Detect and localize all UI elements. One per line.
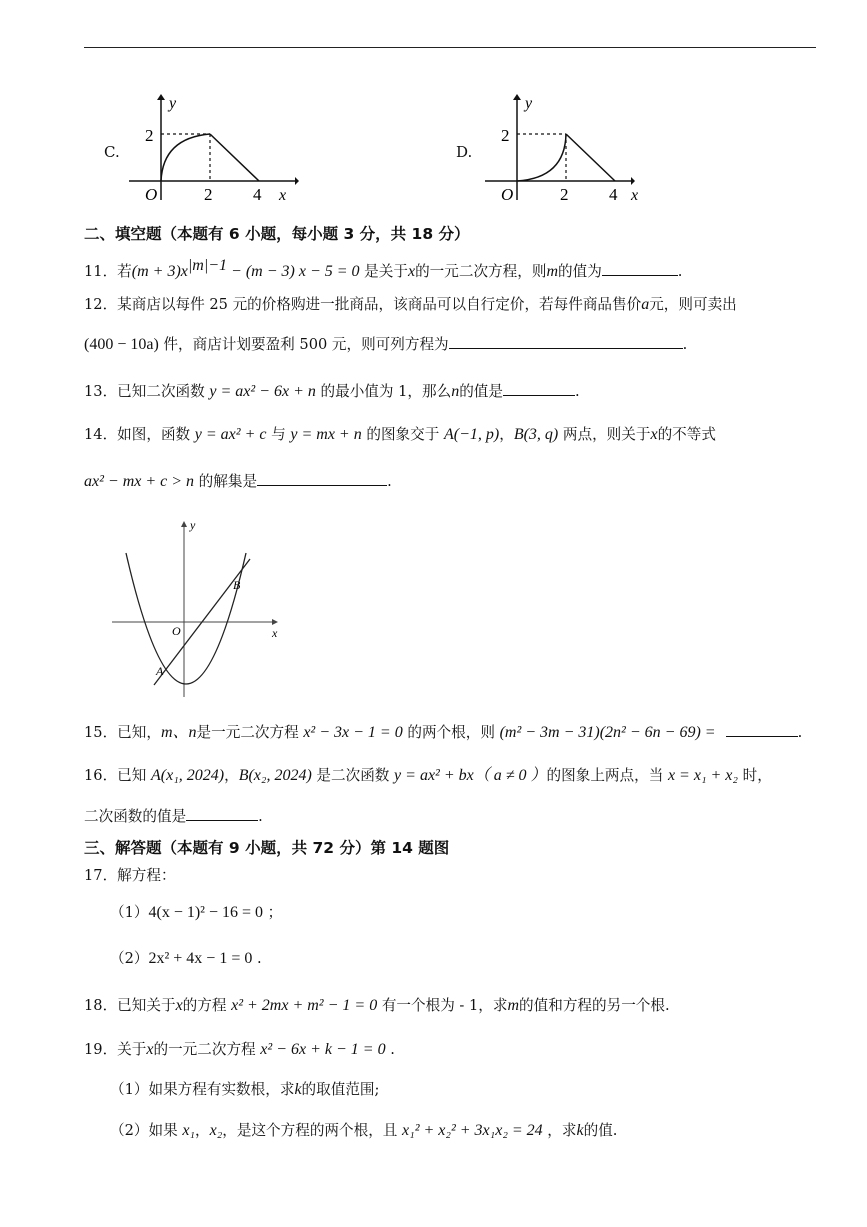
question-11	[84, 256, 682, 282]
q18-text-mid: 的方程	[182, 997, 232, 1014]
q14-func-2: y = mx + n	[290, 426, 362, 443]
q16-sep: ，	[224, 767, 239, 784]
q14-figure	[108, 515, 294, 701]
q19-p2-text-pre: 如果	[148, 1122, 183, 1139]
section-fill-heading: 二、填空题（本题有 6 小题，每小题 3 分，共 18 分）	[84, 225, 470, 243]
q14-text-ineq-post: 的解集是	[194, 473, 258, 490]
q19-p2-text-mid2: ，求	[542, 1122, 577, 1139]
q11-eq-a: (m + 3)x	[131, 262, 188, 280]
question-13	[84, 381, 580, 402]
tick-4-x: 4	[253, 185, 262, 204]
q14-func-1: y = ax² + c	[194, 426, 267, 443]
q12-var-a: a	[641, 296, 650, 313]
q11-text-mid: 是关于	[359, 262, 408, 280]
tick-2-y: 2	[145, 126, 154, 145]
q12-expr: (400 − 10a)	[84, 336, 159, 353]
origin-label: O	[172, 624, 181, 638]
q14-text-mid3: 两点，则关于	[558, 426, 651, 443]
q13-end: .	[575, 383, 580, 400]
q16-number: 16．	[84, 767, 118, 784]
q19-var-x: x	[146, 1041, 154, 1058]
q18-text-pre: 已知关于	[117, 997, 176, 1014]
curve-segment	[517, 134, 566, 181]
q12-text-2: 件，商店计划要盈利 500 元，则可列方程为	[158, 336, 449, 353]
q18-number: 18．	[84, 997, 118, 1014]
q11-text-pre: 若	[117, 262, 132, 280]
q18-text-post: 的值和方程的另一个根.	[519, 997, 670, 1014]
q11-text-mid2: 的一元二次方程，则	[415, 262, 547, 280]
q14-sep: ，	[499, 426, 514, 443]
q13-text-mid: 的最小值为 1，那么	[315, 383, 452, 400]
q13-func: y = ax² − 6x + n	[209, 383, 316, 400]
q11-end: .	[677, 262, 683, 280]
option-c-graph	[125, 92, 300, 210]
line-segment	[210, 134, 259, 181]
x-label: x	[631, 187, 639, 204]
q19-p1-var-k: k	[294, 1081, 302, 1098]
q15-answer-blank[interactable]	[726, 722, 798, 737]
q16-condition: （ a ≠ 0 ）	[473, 767, 547, 784]
q18-var-x: x	[175, 997, 183, 1014]
q19-p2-x2: x₂	[209, 1122, 223, 1139]
q19-text-mid: 的一元二次方程	[153, 1041, 261, 1058]
q15-equation: x² − 3x − 1 = 0	[303, 724, 403, 741]
section-solve-heading: 三、解答题（本题有 9 小题，共 72 分）第 14 题图	[84, 839, 450, 857]
tick-2-x: 2	[204, 185, 213, 204]
q17-p2-equation: 2x² + 4x − 1 = 0	[148, 950, 253, 967]
q14-text-pre: 如图，函数	[117, 426, 195, 443]
q17-p2-label: （2）	[110, 950, 149, 967]
q19-p2-text-post: 的值.	[583, 1122, 618, 1139]
q17-p2-end: .	[252, 950, 262, 967]
q13-text-pre: 已知二次函数	[117, 383, 210, 400]
q17-text: 解方程：	[117, 867, 176, 884]
q11-var-x: x	[407, 262, 416, 280]
header-rule	[84, 47, 816, 48]
tick-2-y: 2	[501, 126, 510, 145]
q19-p1-text-pre: 如果方程有实数根，求	[148, 1081, 295, 1098]
q18-text-mid2: 有一个根为 - 1，求	[377, 997, 508, 1014]
q11-eq-b: − (m − 3) x − 5 = 0	[227, 262, 360, 280]
question-14-line2	[84, 471, 392, 492]
q19-p2-label: （2）	[110, 1122, 149, 1139]
q14-text-mid2: 的图象交于	[361, 426, 444, 443]
y-label: y	[525, 95, 533, 112]
q12-answer-blank[interactable]	[449, 334, 683, 349]
q19-p1-text-post: 的取值范围;	[301, 1081, 380, 1098]
q13-text-post: 的值是	[459, 383, 503, 400]
q16-answer-blank[interactable]	[186, 806, 258, 821]
question-16-line1	[84, 766, 772, 786]
x-axis-arrow	[272, 619, 278, 625]
q16-text-pre: 已知	[117, 767, 151, 784]
q15-text-mid2: 的两个根，则	[402, 724, 500, 741]
line-segment	[566, 134, 615, 181]
q15-expression: (m² − 3m − 31)(2n² − 6n − 69) =	[499, 724, 716, 741]
option-d-graph	[481, 92, 656, 210]
q16-text-mid: 是二次函数	[311, 767, 395, 784]
q17-p1-label: （1）	[110, 904, 149, 921]
q14-text-mid1: 与	[266, 426, 291, 443]
tick-4-x: 4	[609, 185, 618, 204]
question-18	[84, 996, 670, 1016]
option-c-label: C.	[104, 143, 120, 161]
q19-number: 19．	[84, 1041, 118, 1058]
q19-p2-var-k: k	[576, 1122, 584, 1139]
q14-inequality: ax² − mx + c > n	[84, 473, 195, 490]
q15-end: .	[797, 724, 803, 741]
q11-var-m: m	[546, 262, 558, 280]
q14-number: 14．	[84, 426, 118, 443]
point-b-label: B	[233, 578, 241, 592]
q14-answer-blank[interactable]	[257, 471, 387, 486]
q11-text-post: 的值为	[558, 262, 602, 280]
q17-number: 17．	[84, 867, 118, 884]
question-12-line1	[84, 295, 737, 315]
q16-point-a: A(x₁, 2024)	[151, 767, 225, 784]
q19-text-pre: 关于	[117, 1041, 147, 1058]
q15-vars: m、n	[160, 724, 197, 741]
q14-point-b: B(3, q)	[513, 426, 559, 443]
q15-number: 15．	[84, 724, 118, 741]
q16-text-mid2: 的图象上两点，当	[546, 767, 668, 784]
q12-end: .	[682, 336, 688, 353]
q19-p1-label: （1）	[110, 1081, 149, 1098]
q12-text-end: 元，则可卖出	[649, 296, 737, 313]
q11-number: 11．	[84, 262, 118, 280]
q14-var-x: x	[650, 426, 658, 443]
q17-p1-end: ；	[263, 904, 283, 921]
q13-var-n: n	[451, 383, 460, 400]
curve-segment	[161, 134, 210, 181]
q19-end: .	[385, 1041, 395, 1058]
q18-var-m: m	[507, 997, 520, 1014]
q16-point-b: B(x₂, 2024)	[238, 767, 312, 784]
q19-p2-x1: x₁	[182, 1122, 195, 1139]
q11-eq-exp: |m|−1	[187, 257, 228, 274]
q13-answer-blank[interactable]	[503, 381, 575, 396]
question-19-part-2	[110, 1121, 617, 1141]
question-19	[84, 1040, 395, 1060]
q13-number: 13．	[84, 383, 118, 400]
q18-equation: x² + 2mx + m² − 1 = 0	[231, 997, 378, 1014]
x-axis-arrow	[295, 177, 299, 185]
q16-x-sum: x = x₁ + x₂	[667, 767, 738, 784]
question-16-line2	[84, 806, 263, 827]
q16-func: y = ax² + bx	[394, 767, 474, 784]
y-axis-arrow	[157, 94, 165, 100]
q19-equation: x² − 6x + k − 1 = 0	[260, 1041, 386, 1058]
q14-end: .	[387, 473, 392, 490]
x-label: x	[272, 626, 278, 640]
tick-2-x: 2	[560, 185, 569, 204]
q17-p1-equation: 4(x − 1)² − 16 = 0	[148, 904, 264, 921]
question-14-line1	[84, 425, 716, 445]
q14-point-a: A(−1, p)	[443, 426, 500, 443]
q19-p2-text-mid: ，是这个方程的两个根，且	[222, 1122, 403, 1139]
q11-answer-blank[interactable]	[602, 261, 678, 276]
y-label: y	[190, 518, 196, 532]
q15-text-mid: 是一元二次方程	[196, 724, 304, 741]
x-axis-arrow	[631, 177, 635, 185]
q19-p2-sep: ，	[194, 1122, 210, 1139]
question-17-part-1	[110, 903, 282, 923]
y-axis-arrow	[181, 521, 187, 527]
q15-text-pre: 已知，	[117, 724, 161, 741]
point-a-label: A	[156, 664, 164, 678]
origin-label: O	[501, 185, 514, 204]
question-17	[84, 866, 176, 886]
option-d-label: D.	[456, 143, 473, 161]
q16-text-post: 时，	[737, 767, 772, 784]
x-label: x	[279, 187, 287, 204]
question-17-part-2	[110, 949, 262, 969]
question-15	[84, 722, 802, 743]
question-19-part-1	[110, 1080, 379, 1100]
parabola	[126, 553, 246, 684]
origin-label: O	[145, 185, 158, 204]
q12-text: 12．某商店以每件 25 元的价格购进一批商品，该商品可以自行定价，若每件商品售价	[84, 296, 642, 313]
y-axis-arrow	[513, 94, 521, 100]
y-label: y	[169, 95, 177, 112]
q16-text-line2: 二次函数的值是	[84, 808, 187, 825]
q19-p2-equation: x₁² + x₂² + 3x₁x₂ = 24	[402, 1122, 543, 1139]
question-12-line2	[84, 334, 687, 355]
q16-end: .	[258, 808, 263, 825]
q14-text-post: 的不等式	[657, 426, 716, 443]
